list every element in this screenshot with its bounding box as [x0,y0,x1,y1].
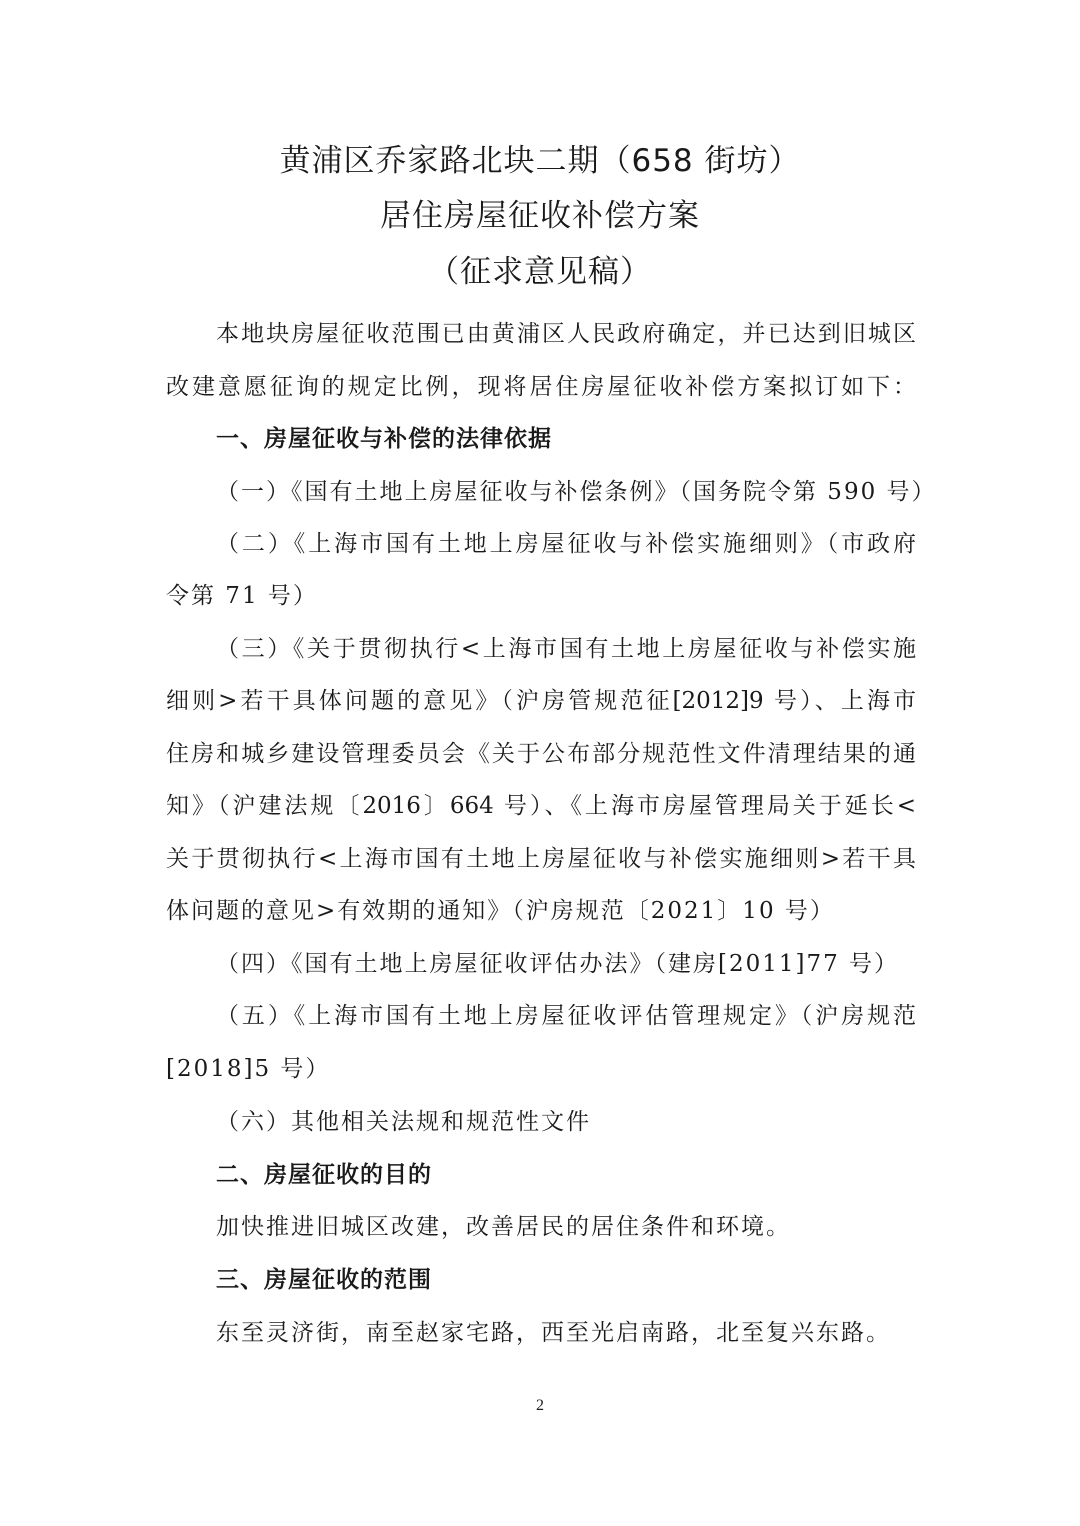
document-title-line-2: 居住房屋征收补偿方案 [380,198,700,234]
section-1-heading: 一、房屋征收与补偿的法律依据 [216,426,552,452]
basis-item-5-line-1: （五）《上海市国有土地上房屋征收评估管理规定》（沪房规范 [216,1003,916,1029]
document-subtitle: （征求意见稿） [428,254,652,290]
basis-item-3-line-3: 住房和城乡建设管理委员会《关于公布部分规范性文件清理结果的通 [166,741,916,767]
basis-item-5-line-2: [2018]5 号） [166,1056,331,1082]
basis-item-2-line-1: （二）《上海市国有土地上房屋征收与补偿实施细则》（市政府 [216,531,916,557]
section-2-heading: 二、房屋征收的目的 [216,1162,432,1188]
basis-item-3-line-4: 知》（沪建法规〔2016〕664 号）、《上海市房屋管理局关于延长< [166,793,916,819]
intro-line-2: 改建意愿征询的规定比例，现将居住房屋征收补偿方案拟订如下： [166,374,916,400]
basis-item-2-line-2: 令第 71 号） [166,583,318,609]
basis-item-4: （四）《国有土地上房屋征收评估办法》（建房[2011]77 号） [216,951,900,977]
intro-line-1: 本地块房屋征收范围已由黄浦区人民政府确定，并已达到旧城区 [216,321,916,347]
section-3-heading: 三、房屋征收的范围 [216,1267,432,1293]
basis-item-3-line-6: 体问题的意见>有效期的通知》（沪房规范〔2021〕10 号） [166,898,835,924]
basis-item-3-line-5: 关于贯彻执行<上海市国有土地上房屋征收与补偿实施细则>若干具 [166,846,916,872]
basis-item-1: （一）《国有土地上房屋征收与补偿条例》（国务院令第 590 号） [216,479,937,505]
basis-item-3-line-1: （三）《关于贯彻执行<上海市国有土地上房屋征收与补偿实施 [216,636,916,662]
section-2-text: 加快推进旧城区改建，改善居民的居住条件和环境。 [216,1214,791,1240]
document-title-line-1: 黄浦区乔家路北块二期（658 街坊） [279,143,801,179]
basis-item-6: （六）其他相关法规和规范性文件 [216,1109,591,1135]
page-number: 2 [536,1397,544,1414]
section-3-text: 东至灵济街，南至赵家宅路，西至光启南路，北至复兴东路。 [216,1320,891,1346]
basis-item-3-line-2: 细则>若干具体问题的意见》（沪房管规范征[2012]9 号）、上海市 [166,688,916,714]
